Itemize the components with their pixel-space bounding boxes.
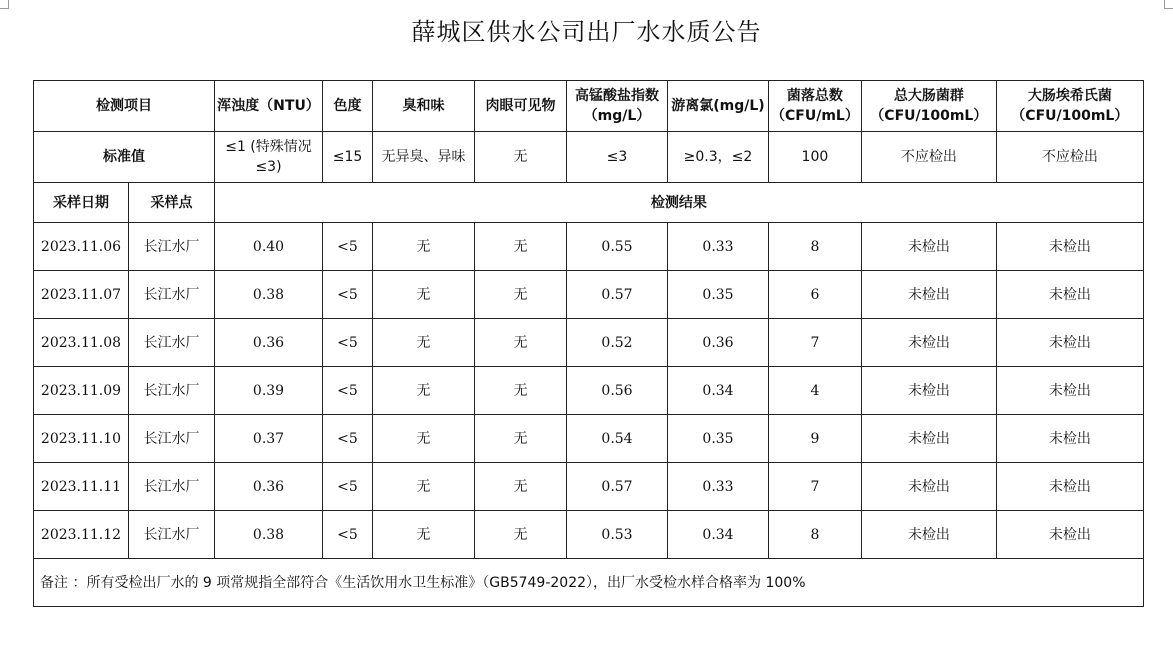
- sample-date: 2023.11.10: [34, 415, 129, 463]
- sample-site: 长江水厂: [129, 367, 215, 415]
- sample-site: 长江水厂: [129, 463, 215, 511]
- header-coliform: 总大肠菌群（CFU/100mL）: [861, 81, 996, 132]
- sample-date: 2023.11.09: [34, 367, 129, 415]
- coliform-value: 未检出: [861, 511, 996, 559]
- visible-value: 无: [475, 415, 567, 463]
- turbidity-value: 0.40: [215, 223, 323, 271]
- color-value: <5: [323, 223, 373, 271]
- sample-date: 2023.11.11: [34, 463, 129, 511]
- coliform-value: 未检出: [861, 367, 996, 415]
- subheader-site: 采样点: [129, 183, 215, 223]
- page-corner-mark-right: [1164, 0, 1173, 9]
- water-quality-table: [33, 80, 1144, 607]
- colony-value: 4: [769, 367, 862, 415]
- ecoli-value: 未检出: [996, 223, 1143, 271]
- color-value: <5: [323, 271, 373, 319]
- turbidity-value: 0.37: [215, 415, 323, 463]
- permanganate-value: 0.57: [567, 463, 668, 511]
- sample-date: 2023.11.06: [34, 223, 129, 271]
- sample-date: 2023.11.12: [34, 511, 129, 559]
- colony-value: 8: [769, 511, 862, 559]
- header-row: [34, 81, 1144, 132]
- colony-value: 7: [769, 463, 862, 511]
- permanganate-value: 0.54: [567, 415, 668, 463]
- standard-colony: 100: [769, 132, 862, 183]
- subheader-row: [34, 183, 1144, 223]
- turbidity-value: 0.38: [215, 271, 323, 319]
- colony-value: 9: [769, 415, 862, 463]
- header-color: 色度: [323, 81, 373, 132]
- table-row: [34, 463, 1144, 511]
- header-visible: 肉眼可见物: [475, 81, 567, 132]
- standard-ecoli: 不应检出: [996, 132, 1143, 183]
- sample-date: 2023.11.08: [34, 319, 129, 367]
- subheader-date: 采样日期: [34, 183, 129, 223]
- standard-odor: 无异臭、异味: [373, 132, 475, 183]
- chlorine-value: 0.33: [668, 463, 769, 511]
- table-row: [34, 415, 1144, 463]
- ecoli-value: 未检出: [996, 415, 1143, 463]
- visible-value: 无: [475, 223, 567, 271]
- permanganate-value: 0.55: [567, 223, 668, 271]
- odor-value: 无: [373, 463, 475, 511]
- chlorine-value: 0.34: [668, 511, 769, 559]
- color-value: <5: [323, 511, 373, 559]
- standard-chlorine: ≥0.3，≤2: [668, 132, 769, 183]
- permanganate-value: 0.56: [567, 367, 668, 415]
- coliform-value: 未检出: [861, 463, 996, 511]
- turbidity-value: 0.36: [215, 463, 323, 511]
- ecoli-value: 未检出: [996, 511, 1143, 559]
- standard-label: 标准值: [34, 132, 215, 183]
- odor-value: 无: [373, 271, 475, 319]
- visible-value: 无: [475, 271, 567, 319]
- header-turbidity: 浑浊度（NTU）: [215, 81, 323, 132]
- header-ecoli: 大肠埃希氏菌（CFU/100mL）: [996, 81, 1143, 132]
- ecoli-value: 未检出: [996, 319, 1143, 367]
- page-title: 薛城区供水公司出厂水水质公告: [411, 18, 762, 46]
- visible-value: 无: [475, 463, 567, 511]
- colony-value: 7: [769, 319, 862, 367]
- sample-site: 长江水厂: [129, 319, 215, 367]
- standard-row: [34, 132, 1144, 183]
- ecoli-value: 未检出: [996, 271, 1143, 319]
- odor-value: 无: [373, 367, 475, 415]
- standard-color: ≤15: [323, 132, 373, 183]
- chlorine-value: 0.36: [668, 319, 769, 367]
- chlorine-value: 0.34: [668, 367, 769, 415]
- standard-permanganate: ≤3: [567, 132, 668, 183]
- color-value: <5: [323, 415, 373, 463]
- turbidity-value: 0.38: [215, 511, 323, 559]
- visible-value: 无: [475, 367, 567, 415]
- ecoli-value: 未检出: [996, 367, 1143, 415]
- table-row: [34, 319, 1144, 367]
- coliform-value: 未检出: [861, 223, 996, 271]
- visible-value: 无: [475, 511, 567, 559]
- chlorine-value: 0.35: [668, 415, 769, 463]
- turbidity-value: 0.36: [215, 319, 323, 367]
- color-value: <5: [323, 463, 373, 511]
- permanganate-value: 0.52: [567, 319, 668, 367]
- odor-value: 无: [373, 511, 475, 559]
- coliform-value: 未检出: [861, 415, 996, 463]
- note-row: [34, 559, 1144, 607]
- header-item: 检测项目: [34, 81, 215, 132]
- sample-site: 长江水厂: [129, 271, 215, 319]
- odor-value: 无: [373, 415, 475, 463]
- colony-value: 6: [769, 271, 862, 319]
- permanganate-value: 0.57: [567, 271, 668, 319]
- color-value: <5: [323, 319, 373, 367]
- header-colony: 菌落总数（CFU/mL）: [769, 81, 862, 132]
- odor-value: 无: [373, 319, 475, 367]
- chlorine-value: 0.35: [668, 271, 769, 319]
- table-row: [34, 271, 1144, 319]
- table-row: [34, 511, 1144, 559]
- odor-value: 无: [373, 223, 475, 271]
- ecoli-value: 未检出: [996, 463, 1143, 511]
- page-corner-mark-left: [0, 0, 9, 9]
- turbidity-value: 0.39: [215, 367, 323, 415]
- coliform-value: 未检出: [861, 319, 996, 367]
- header-permanganate: 高锰酸盐指数（mg/L）: [567, 81, 668, 132]
- subheader-results: 检测结果: [215, 183, 1144, 223]
- standard-turbidity: ≤1 (特殊情况≤3): [215, 132, 323, 183]
- header-chlorine: 游离氯(mg/L): [668, 81, 769, 132]
- table-row: [34, 367, 1144, 415]
- sample-site: 长江水厂: [129, 223, 215, 271]
- header-odor: 臭和味: [373, 81, 475, 132]
- standard-coliform: 不应检出: [861, 132, 996, 183]
- remarks-note: 备注 ：所有受检出厂水的 9 项常规指全部符合《生活饮用水卫生标准》（GB5749-2022），出厂水受检水样合格率为 100%: [34, 559, 1144, 607]
- permanganate-value: 0.53: [567, 511, 668, 559]
- standard-visible: 无: [475, 132, 567, 183]
- visible-value: 无: [475, 319, 567, 367]
- sample-site: 长江水厂: [129, 511, 215, 559]
- sample-site: 长江水厂: [129, 415, 215, 463]
- table-row: [34, 223, 1144, 271]
- chlorine-value: 0.33: [668, 223, 769, 271]
- colony-value: 8: [769, 223, 862, 271]
- color-value: <5: [323, 367, 373, 415]
- coliform-value: 未检出: [861, 271, 996, 319]
- sample-date: 2023.11.07: [34, 271, 129, 319]
